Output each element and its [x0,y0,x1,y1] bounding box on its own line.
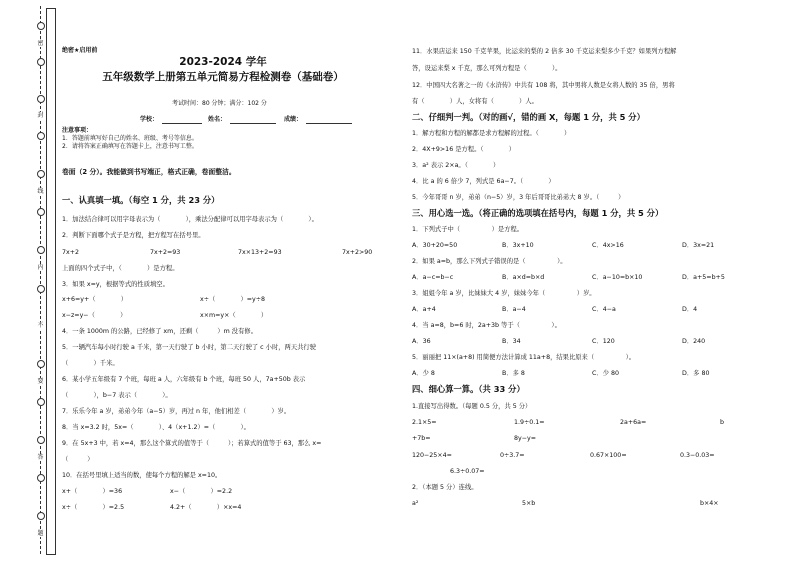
calc-9: 0.3−0.03= [680,452,715,459]
q1-3a: x+6=y+（ ） [62,296,128,303]
name-field[interactable] [230,116,276,124]
calc-2: 1.9÷0.1= [514,419,545,426]
q1-6b: （ ），b−7 表示（ ）。 [62,392,172,399]
seal-circle [37,132,45,140]
seal-circle [37,208,45,216]
q3-1-option-b: B．3x+10 [502,242,534,249]
q1-11a: 11．水果店运来 150 千克苹果，比运来的梨的 2 倍多 30 千克运来梨多少千克？如果列方程解 [412,48,677,55]
exam-year-title: 2023-2024 学年 [179,56,267,68]
exam-info: 考试时间：80 分钟；满分：102 分 [172,100,267,107]
seal-word: 不 [37,322,44,329]
q2-4: 4．比 a 的 6 倍少 7，列式是 6a−7。（ ） [412,178,555,185]
q3-3: 3．姐姐今年 a 岁，比妹妹大 4 岁，妹妹今年（ ）岁。 [412,290,596,297]
q3-4-option-c: C．120 [592,338,615,345]
q3-5-option-c: C．少 80 [592,370,620,377]
seal-word: 要 [37,378,44,385]
calc-3: 2a+6a= [620,419,647,426]
score-field[interactable] [306,116,352,124]
q1-5a: 5．一辆汽车每小时行驶 a 千米，第一天行驶了 b 小时，第二天行驶了 c 小时，两天共行驶 [62,344,317,351]
q1-7: 7．乐乐今年 a 岁，弟弟今年（a−5）岁，再过 n 年，他们相差（ ）岁。 [62,408,291,415]
q1-11b: 答，设运来梨 x 千克，那么可列方程是（ ）。 [412,65,562,72]
q3-3-option-d: D．4 [682,306,698,313]
seal-circle [37,285,45,293]
section-4-title: 四、细心算一算。（共 33 分） [412,384,525,394]
q3-2-option-a: A．a−c=b−c [412,274,454,281]
q3-4: 4．当 a=8，b=6 时，2a+3b 等于（ ）。 [412,322,561,329]
q1-2c: 7x×13+2=93 [238,249,282,256]
q3-1: 1．下列式子中（ ）是方程。 [412,226,524,233]
match-right-1: b×4× [700,500,719,507]
q1-10c: x÷（ ）=2.5 [62,504,125,511]
section-1-title: 一、认真填一填。（每空 1 分，共 23 分） [62,195,220,205]
seal-word: 题 [37,530,44,537]
q3-5-option-b: B．多 8 [502,370,525,377]
seal-word: 线 [37,188,44,195]
match-mid-1: 5×b [522,500,536,507]
q1-2e: 上面的四个式子中，（ ）是方程。 [62,265,179,272]
q1-12b: 有（ ）人，女将有（ ）人。 [412,98,538,105]
name-label: 姓名： [208,116,227,123]
q3-4-option-d: D．240 [682,338,706,345]
penmanship-note: 卷面（2 分）。我能做到书写端正，格式正确，卷面整洁。 [62,168,236,176]
section-3-title: 三、用心选一选。（将正确的选项填在括号内，每题 1 分，共 5 分） [412,208,664,218]
exam-title: 五年级数学上册第五单元简易方程检测卷（基础卷） [102,71,344,83]
q3-3-option-c: C．4−a [592,306,616,313]
seal-circle [37,95,45,103]
q1-2a: 7x+2 [62,249,80,256]
q2-1: 1．解方程和方程的解都是求方程解的过程。（ ） [412,130,571,137]
school-field[interactable] [162,116,202,124]
q3-2: 2．如果 a=b，那么下列式子错误的是（ ）。 [412,258,567,265]
seal-word: 内 [37,264,44,271]
q3-3-option-a: A．a+4 [412,306,436,313]
q3-5: 5．丽丽把 11×(a+8) 用简便方法计算成 11a+8，结果比原来（ ）。 [412,354,636,361]
seal-circle [37,58,45,66]
calc-4a: b [720,419,724,426]
seal-word: 密 [37,40,44,47]
q1-5b: （ ）千米。 [62,360,119,367]
seal-word: 封 [37,112,44,119]
q3-5-option-d: D．多 80 [682,370,710,377]
q1-10b: x−（ ）=2.2 [170,488,233,495]
seal-circle [37,246,45,254]
seal-word: 答 [37,454,44,461]
calc-7: 0÷3.7= [500,452,525,459]
q3-1-option-a: A．30+20=50 [412,242,458,249]
calc-8: 0.67×100= [590,452,627,459]
q1-2: 2．判断下面哪个式子是方程，把方程写在括号里。 [62,232,205,239]
seal-circle [37,360,45,368]
note-2: 2．请将答案正确填写在答题卡上，注意书写工整。 [62,143,198,150]
calc-4b: +7b= [412,435,431,442]
q2-3: 3．a² 表示 2×a。（ ） [412,162,500,169]
note-1: 1．答题前填写好自己的姓名、班级、考号等信息。 [62,135,198,142]
q1-2d: 7x+2>90 [342,249,373,256]
q3-2-option-c: C．a−10=b×10 [592,274,643,281]
section-2-title: 二、仔细判一判。（对的画√，错的画 X，每题 1 分，共 5 分） [412,112,645,122]
q1-12a: 12．中国四大名著之一的《水浒传》中共有 108 将，其中男将人数是女将人数的 35 倍，男将 [412,82,675,89]
calc-5: 8y−y= [514,435,537,442]
q3-1-option-d: D．3x=21 [682,242,715,249]
seal-circle [37,170,45,178]
q3-5-option-a: A．少 8 [412,370,435,377]
q1-6a: 6．某小学五年级有 7 个班，每班 a 人，六年级有 b 个班，每班 50 人，7a+50b 表示 [62,376,306,383]
seal-circle [37,22,45,30]
q3-2-option-b: B．a×d=b×d [502,274,545,281]
q1-1: 1．加法结合律可以用字母表示为（ ），乘法分配律可以用字母表示为（ ）。 [62,216,318,223]
q1-9a: 9．在 5x+3 中，若 x=4，那么这个算式的值等于（ ）；若算式的值等于 63，那么 x= [62,440,322,447]
q4-2: 2．（本题 5 分）连线。 [412,484,478,491]
q2-2: 2．4X+9>16 是方程。（ ） [412,146,516,153]
q1-3: 3．如果 x=y，根据等式的性质填空。 [62,281,169,288]
q1-10d: 4.2+（ ）×x=4 [170,504,242,511]
q3-4-option-a: A．36 [412,338,431,345]
seal-circle [37,436,45,444]
seal-line [40,6,41,554]
seal-circle [37,474,45,482]
q1-4: 4．一条 1000m 的公路，已经修了 xm，还剩（ ）m 没有修。 [62,328,257,335]
notes-title: 注意事项： [62,127,93,134]
calc-10: 6.3÷0.07= [450,468,485,475]
school-label: 学校： [140,116,159,123]
q2-5: 5．今年哥哥 n 岁，弟弟（n−5）岁，3 年后哥哥比弟弟大 8 岁。（ ） [412,194,625,201]
secret-label: 绝密★启用前 [62,47,98,54]
q3-4-option-b: B．34 [502,338,521,345]
q3-3-option-b: B．a−4 [502,306,526,313]
q1-3d: x×m=y×（ ） [200,312,268,319]
binding-margin [0,0,56,561]
q3-2-option-d: D．a+5=b+5 [682,274,725,281]
q4-1: 1.直接写出得数。（每题 0.5 分，共 5 分） [412,403,532,410]
calc-6: 120−25×4= [412,452,452,459]
binding-box [46,8,56,555]
calc-1: 2.1×5= [412,419,437,426]
q3-1-option-c: C．4x>16 [592,242,624,249]
seal-circle [37,398,45,406]
q1-3c: x−z=y−（ ） [62,312,127,319]
match-left-1: a² [412,500,419,507]
q1-10a: x+（ ）=36 [62,488,123,495]
q1-8: 8．当 x=3.2 时，5x=（ ）、4（x+1.2）=（ ）。 [62,424,250,431]
score-label: 成绩： [284,116,303,123]
q1-3b: x÷（ ）=y÷8 [200,296,266,303]
q1-9b: （ ） [62,456,94,463]
seal-circle [37,512,45,520]
q1-10: 10．在括号里填上适当的数，使每个方程的解是 x=10。 [62,472,222,479]
q1-2b: 7x+2=93 [150,249,181,256]
